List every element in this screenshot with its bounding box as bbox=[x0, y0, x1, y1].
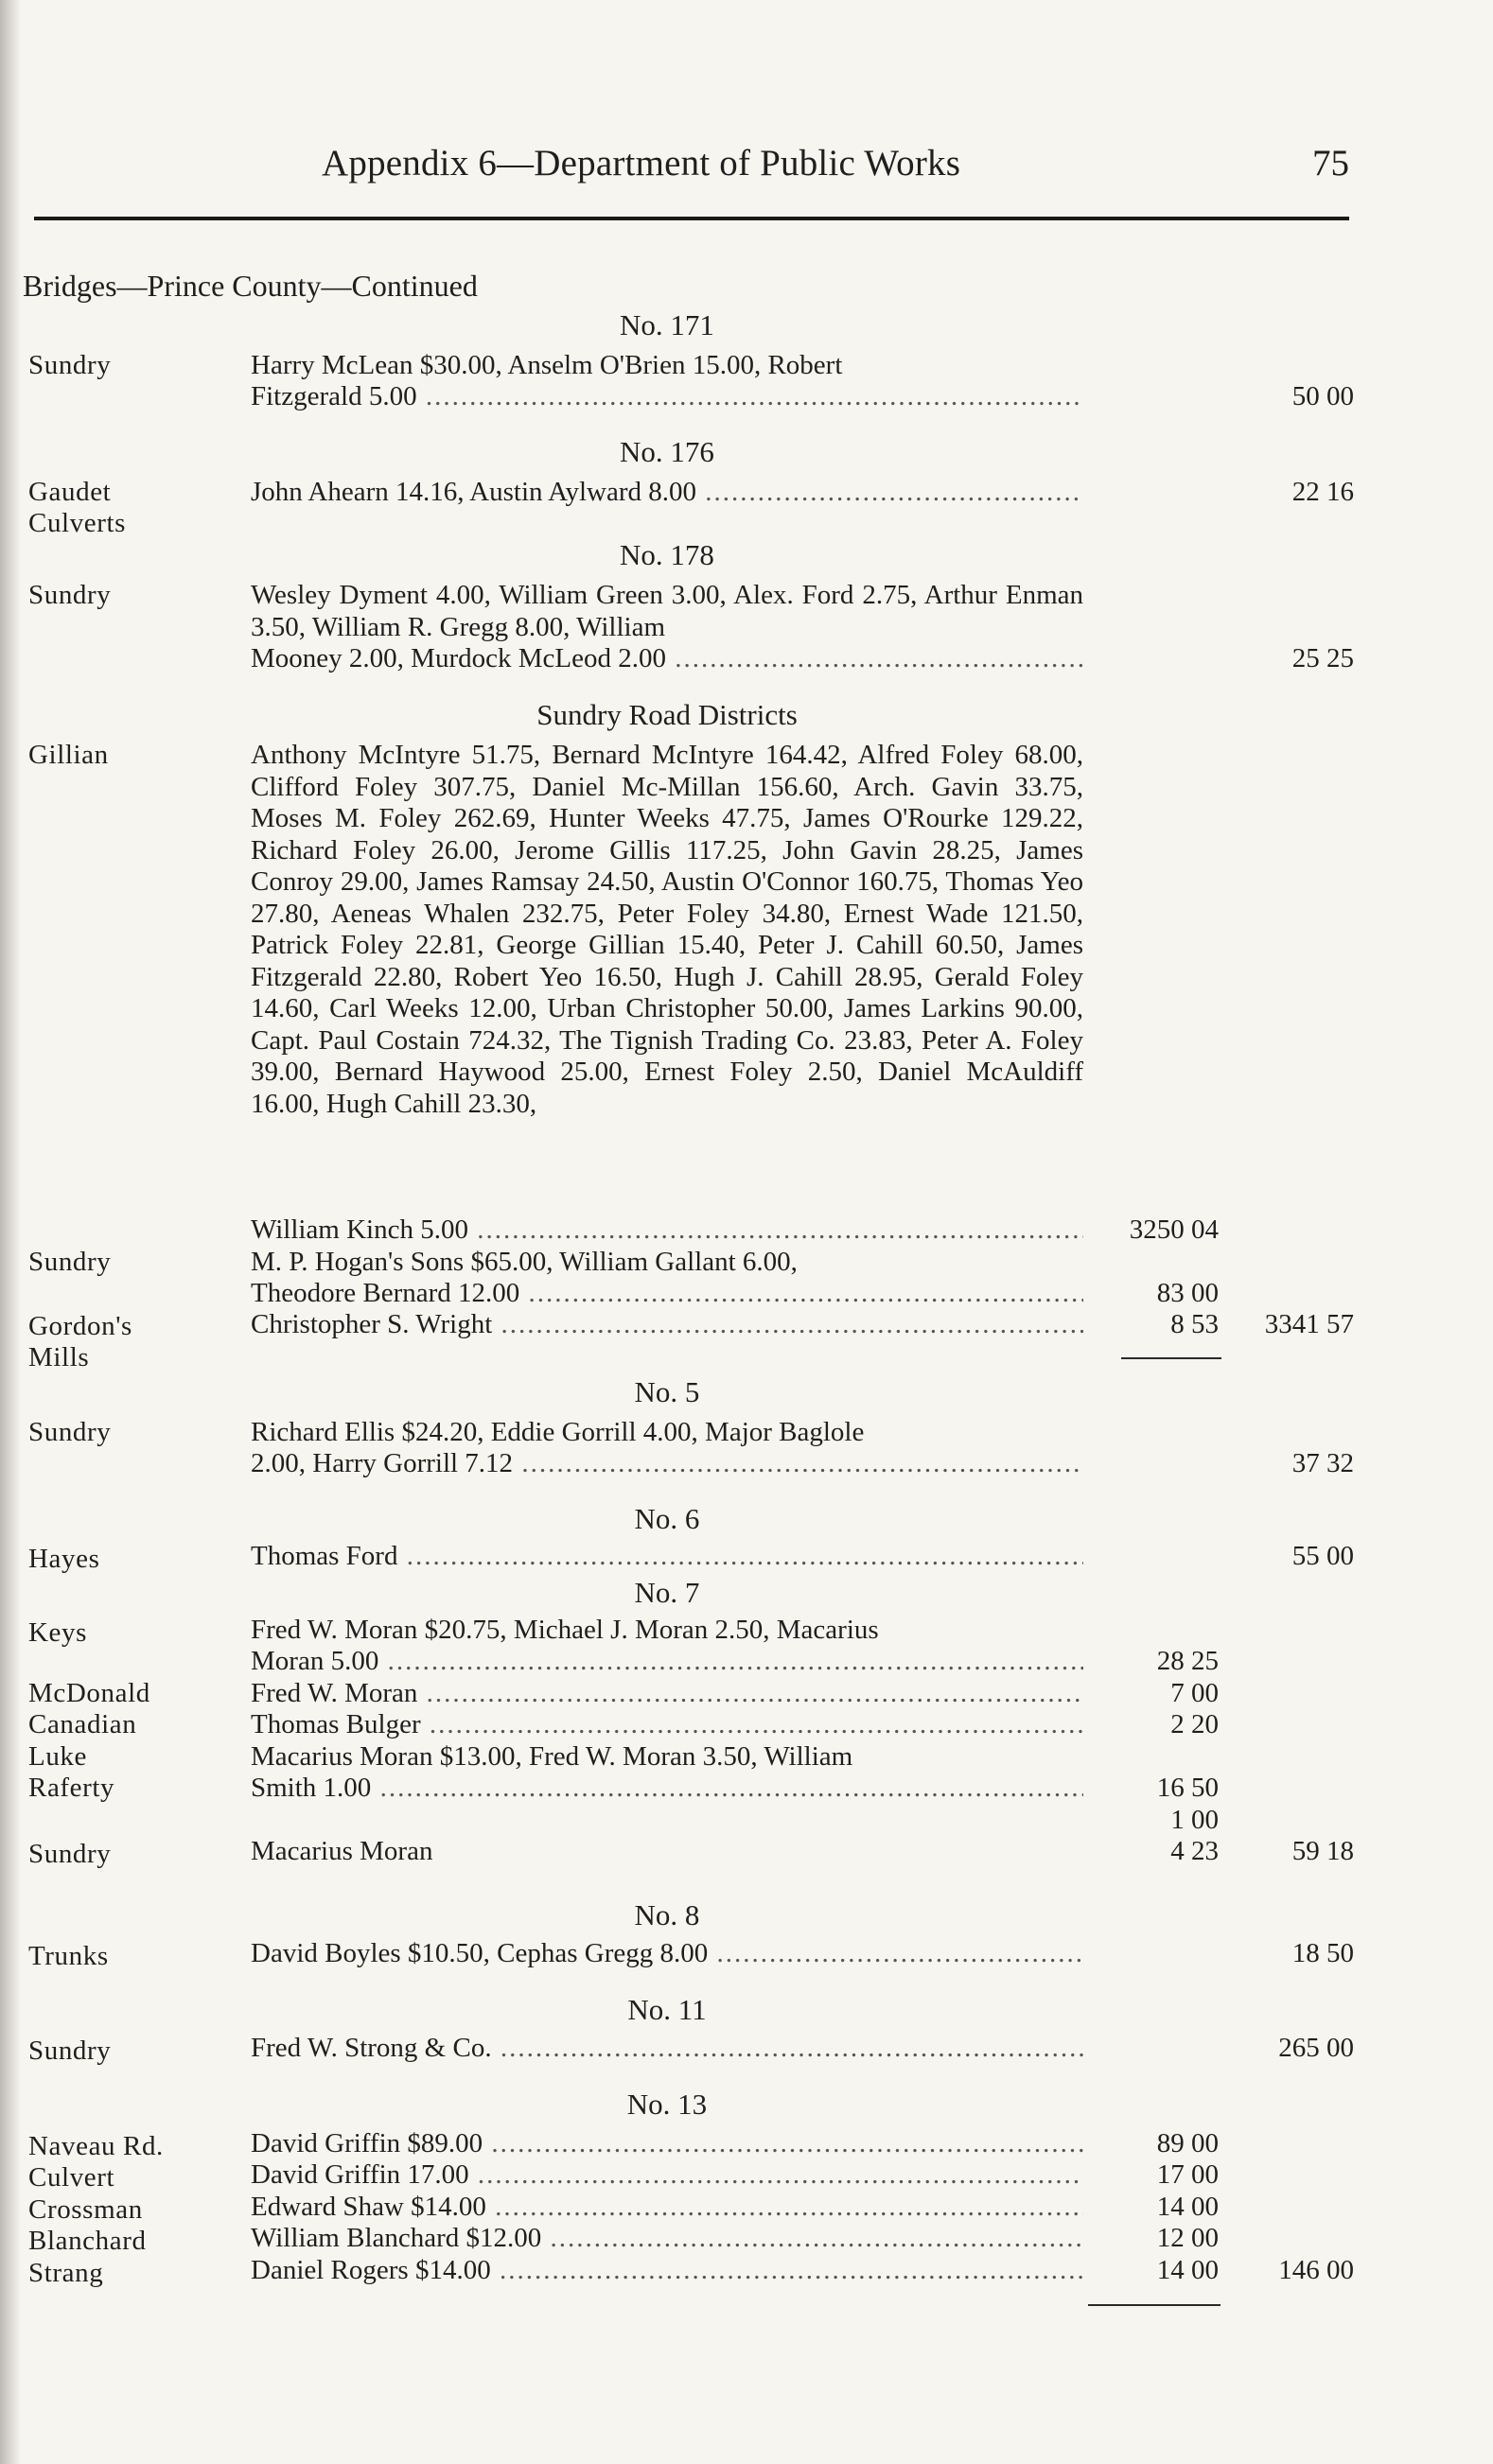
entry-total: 55 00 bbox=[1291, 1541, 1354, 1571]
entry-description-last-line: David Griffin 17.00 ..... bbox=[251, 2159, 1083, 2192]
entry-description-last-line: Fred W. Strong & Co. ..... bbox=[251, 2033, 1083, 2065]
entry-description-last-line: David Boyles $10.50, Cephas Gregg 8.00 ..... bbox=[251, 1938, 1083, 1970]
entry-heading: No. 176 bbox=[620, 435, 714, 468]
entry-label: Sundry bbox=[28, 1417, 112, 1447]
entry-heading: No. 8 bbox=[634, 1898, 700, 1931]
entry-description-last-line: Fred W. Moran ..... bbox=[251, 1678, 1083, 1710]
entry-heading: No. 171 bbox=[620, 308, 714, 341]
entry-description-last-line: Thomas Ford ..... bbox=[251, 1541, 1083, 1573]
entry-description: Richard Ellis $24.20, Eddie Gorrill 4.00, Major Baglole bbox=[251, 1417, 865, 1447]
entry-total: 37 32 bbox=[1291, 1448, 1354, 1478]
entry-label: Trunks bbox=[28, 1941, 109, 1971]
entry-amount: 16 50 bbox=[1156, 1773, 1219, 1803]
entry-amount: 2 20 bbox=[1170, 1709, 1219, 1739]
entry-description-last-line: Mooney 2.00, Murdock McLeod 2.00 ..... bbox=[251, 643, 1083, 675]
entry-description: Macarius Moran bbox=[251, 1836, 433, 1866]
entry-description-last-line: Smith 1.00 ..... bbox=[251, 1773, 1083, 1805]
entry-label: Naveau Rd. bbox=[28, 2131, 164, 2161]
entry-description-last-line: Theodore Bernard 12.00 ..... bbox=[251, 1278, 1083, 1310]
entry-total: 59 18 bbox=[1291, 1836, 1354, 1866]
entry-heading: No. 13 bbox=[626, 2088, 708, 2121]
entry-amount: 7 00 bbox=[1170, 1678, 1219, 1708]
entry-heading: No. 11 bbox=[627, 1993, 707, 2026]
section-title: Bridges—Prince County—Continued bbox=[23, 269, 478, 303]
entry-label: Gaudet bbox=[28, 477, 112, 507]
entry-total: 50 00 bbox=[1291, 381, 1354, 411]
page-edge-shadow bbox=[0, 0, 21, 2464]
entry-label: Sundry bbox=[28, 2036, 112, 2066]
entry-label: Keys bbox=[28, 1617, 88, 1648]
entry-total: 146 00 bbox=[1278, 2255, 1354, 2285]
entry-label: Sundry bbox=[28, 350, 112, 380]
entry-description-last-line: 2.00, Harry Gorrill 7.12 ..... bbox=[251, 1448, 1083, 1480]
page-header bbox=[0, 142, 1493, 199]
entry-amount: 12 00 bbox=[1156, 2223, 1219, 2253]
header-rule bbox=[34, 217, 1349, 220]
entry-description-last-line: David Griffin $89.00 ..... bbox=[251, 2128, 1083, 2160]
entry-amount: 1 00 bbox=[1170, 1805, 1219, 1835]
entry-label: Mills bbox=[28, 1342, 90, 1372]
page-number: 75 bbox=[1312, 143, 1349, 183]
entry-description-last-line: Christopher S. Wright ..... bbox=[251, 1309, 1083, 1341]
entry-total: 18 50 bbox=[1291, 1938, 1354, 1968]
entry-amount: 14 00 bbox=[1156, 2255, 1219, 2285]
entry-label: Sundry bbox=[28, 1839, 112, 1869]
entry-description-last-line: Thomas Bulger ..... bbox=[251, 1709, 1083, 1741]
entry-amount: 8 53 bbox=[1170, 1309, 1219, 1339]
running-title: Appendix 6—Department of Public Works bbox=[322, 143, 961, 183]
entry-description: Fred W. Moran $20.75, Michael J. Moran 2.50, Macarius bbox=[251, 1615, 879, 1645]
entry-description-last-line: John Ahearn 14.16, Austin Aylward 8.00 ..... bbox=[251, 477, 1083, 509]
entry-label: Culvert bbox=[28, 2162, 115, 2193]
entry-label: Luke bbox=[28, 1741, 87, 1772]
entry-label: Gillian bbox=[28, 740, 109, 770]
entry-heading: No. 7 bbox=[634, 1576, 700, 1609]
entry-amount: 28 25 bbox=[1156, 1646, 1219, 1676]
entry-heading: No. 5 bbox=[634, 1375, 700, 1408]
entry-amount: 17 00 bbox=[1156, 2159, 1219, 2190]
entry-amount: 3250 04 bbox=[1129, 1215, 1219, 1245]
entry-label: Blanchard bbox=[28, 2226, 147, 2256]
entry-amount: 83 00 bbox=[1156, 1278, 1219, 1308]
entry-label: Sundry bbox=[28, 580, 112, 610]
entry-label: Crossman bbox=[28, 2194, 143, 2225]
entry-heading: No. 178 bbox=[620, 538, 714, 571]
entry-description-last-line: Daniel Rogers $14.00 ..... bbox=[251, 2255, 1083, 2287]
entry-description-last-line: William Kinch 5.00 ..... bbox=[251, 1215, 1083, 1247]
entry-description: M. P. Hogan's Sons $65.00, William Gallant 6.00, bbox=[251, 1247, 798, 1277]
entry-description: Macarius Moran $13.00, Fred W. Moran 3.50, William bbox=[251, 1741, 853, 1772]
entry-label: Raferty bbox=[28, 1773, 115, 1803]
entry-total: 22 16 bbox=[1291, 477, 1354, 507]
subtotal-rule bbox=[1121, 1357, 1221, 1359]
entry-heading: No. 6 bbox=[634, 1502, 700, 1535]
entry-total: 3341 57 bbox=[1264, 1309, 1354, 1339]
entry-total: 265 00 bbox=[1278, 2033, 1354, 2063]
entry-amount: 14 00 bbox=[1156, 2192, 1219, 2222]
entry-amount: 89 00 bbox=[1156, 2128, 1219, 2158]
entry-label: McDonald bbox=[28, 1678, 150, 1708]
entry-description: Harry McLean $30.00, Anselm O'Brien 15.00, Robert bbox=[251, 350, 843, 380]
entry-description-last-line: William Blanchard $12.00 ..... bbox=[251, 2223, 1083, 2255]
entry-description: Wesley Dyment 4.00, William Green 3.00, Alex. Ford 2.75, Arthur Enman 3.50, William R. Gregg 8.00, William bbox=[251, 580, 1083, 642]
entry-heading: Sundry Road Districts bbox=[536, 698, 798, 731]
entry-label: Sundry bbox=[28, 1247, 112, 1277]
entry-description-last-line: Edward Shaw $14.00 ..... bbox=[251, 2192, 1083, 2224]
entry-label: Hayes bbox=[28, 1544, 100, 1574]
subtotal-rule bbox=[1088, 2304, 1221, 2306]
entry-label: Gordon's bbox=[28, 1311, 132, 1341]
entry-description-last-line: Moran 5.00 ..... bbox=[251, 1646, 1083, 1678]
entry-label: Strang bbox=[28, 2258, 104, 2288]
entry-description: Anthony McIntyre 51.75, Bernard McIntyre 164.42, Alfred Foley 68.00, Clifford Foley 307.75, Daniel Mc-Millan 156.60, Arch. Gavin 33.75, Moses M. Foley 262.69, Hunter Weeks 47.75, James O'Rourke 129.22, Richard Foley 26.00, Jerome Gillis 117.25, John Gavin 28.25, James Conroy 29.00, James Ramsay 24.50, Austin O'Connor 160.75, Thomas Yeo 27.80, Aeneas Whalen 232.75, Peter Foley 34.80, Ernest Wade 121.50, Patrick Foley 22.81, George Gillian 15.40, Peter J. Cahill 60.50, James Fitzgerald 22.80, Robert Yeo 16.50, Hugh J. Cahill 28.95, Gerald Foley 14.60, Carl Weeks 12.00, Urban Christopher 50.00, James Larkins 90.00, Capt. Paul Costain 724.32, The Tignish Trading Co. 23.83, Peter A. Foley 39.00, Bernard Haywood 25.00, Ernest Foley 2.50, Daniel McAuldiff 16.00, Hugh Cahill 23.30, bbox=[251, 740, 1083, 1119]
entry-label: Culverts bbox=[28, 508, 127, 538]
entry-description-last-line: Fitzgerald 5.00 ..... bbox=[251, 381, 1083, 413]
entry-amount: 4 23 bbox=[1170, 1836, 1219, 1866]
entry-label: Canadian bbox=[28, 1709, 137, 1739]
entry-total: 25 25 bbox=[1291, 643, 1354, 673]
